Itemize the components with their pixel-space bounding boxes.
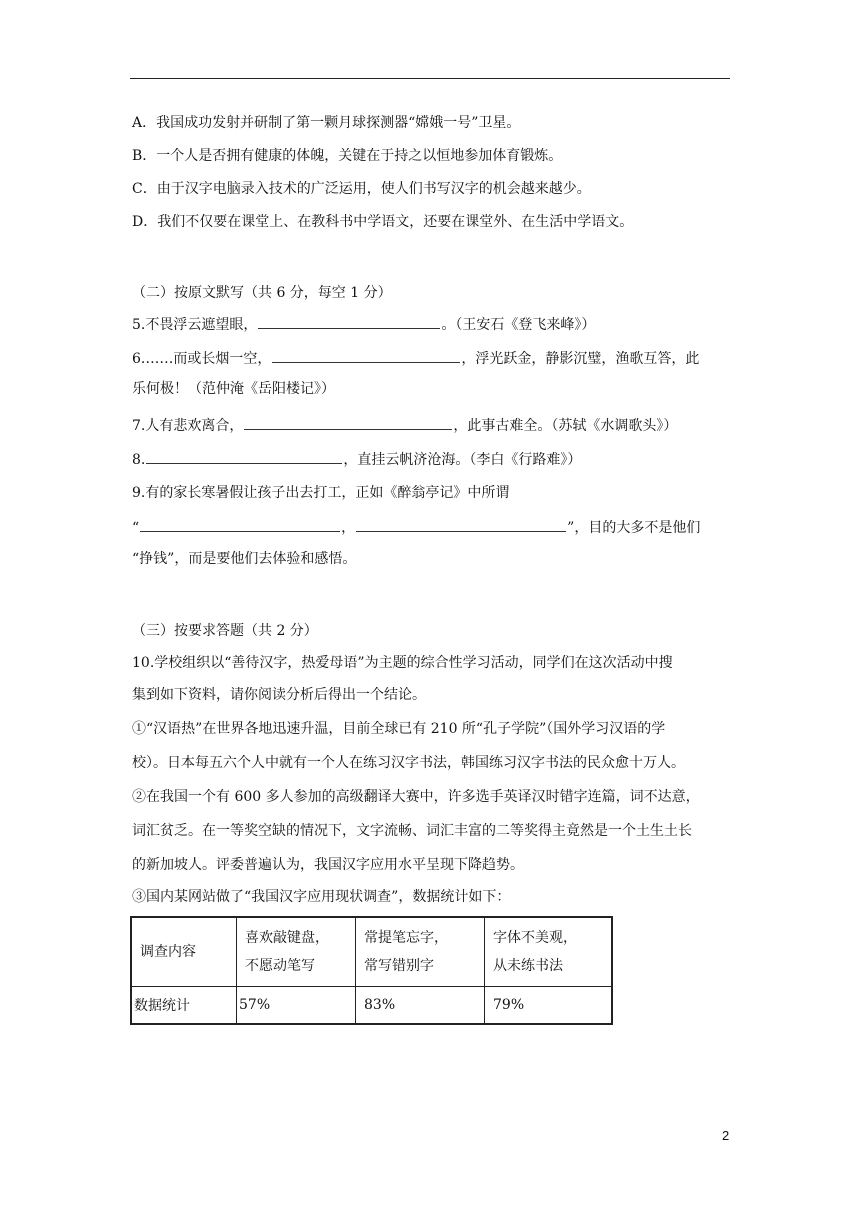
- q6-after: ，浮光跃金，静影沉璧，渔歌互答，此: [461, 351, 700, 367]
- q6-before: 6.……而或长烟一空，: [132, 351, 272, 367]
- question-7: [132, 415, 677, 435]
- section3-title: （三）按要求答题（共 2 分）: [132, 623, 318, 639]
- q9-blank-1: [140, 517, 340, 532]
- header-rule: [130, 78, 730, 79]
- q10-paragraph-1: 10.学校组织以“善待汉字，热爱母语”为主题的综合性学习活动，同学们在这次活动中搜: [132, 655, 673, 671]
- q5-after: 。（王安石《登飞来峰》）: [441, 317, 596, 333]
- question-5: [132, 314, 595, 334]
- header-col-3-line-2: 从未练书法: [493, 958, 563, 974]
- q7-blank: [244, 415, 452, 430]
- question-9: 9.有的家长寒暑假让孩子出去打工，正如《醉翁亭记》中所谓: [132, 485, 510, 501]
- option-b: B．一个人是否拥有健康的体魄，关键在于持之以恒地参加体育锻炼。: [132, 148, 563, 164]
- header-col-2: [356, 917, 485, 987]
- question-9-cont: “挣钱”，而是要他们去体验和感悟。: [132, 551, 357, 567]
- q10-paragraph-5: ②在我国一个有 600 多人参加的高级翻译大赛中，许多选手英译汉时错字连篇，词不达意，: [132, 789, 700, 805]
- q8-before: 8.: [132, 452, 146, 468]
- table-row: [131, 987, 612, 1025]
- q9-open-quote: “: [132, 520, 140, 536]
- q5-blank: [258, 314, 440, 329]
- q7-after: ，此事古难全。（苏轼《水调歌头》）: [453, 418, 678, 434]
- page-number: 2: [722, 1128, 730, 1143]
- header-col-1-line-2: 不愿动笔写: [245, 958, 315, 974]
- option-c: C．由于汉字电脑录入技术的广泛运用，使人们书写汉字的机会越来越少。: [132, 181, 591, 197]
- q10-paragraph-6: 词汇贫乏。在一等奖空缺的情况下，文字流畅、词汇丰富的二等奖得主竟然是一个土生土长: [132, 823, 692, 839]
- cell-57: 57%: [237, 987, 356, 1025]
- cell-79: 79%: [485, 987, 613, 1025]
- q10-paragraph-3: ①“汉语热”在世界各地迅速升温，目前全球已有 210 所“孔子学院”（国外学习汉语的学: [132, 721, 666, 737]
- section2-title: （二）按原文默写（共 6 分，每空 1 分）: [132, 285, 392, 301]
- q10-paragraph-4: 校）。日本每五六个人中就有一个人在练习汉字书法，韩国练习汉字书法的民众愈十万人。: [132, 755, 685, 771]
- question-6-cont: 乐何极！（范仲淹《岳阳楼记》）: [132, 381, 335, 397]
- row-label: 数据统计: [131, 987, 237, 1025]
- q10-paragraph-2: 集到如下资料，请你阅读分析后得出一个结论。: [132, 687, 426, 703]
- table-header-row: [131, 917, 612, 987]
- survey-table: [130, 916, 613, 1025]
- option-d: D．我们不仅要在课堂上、在教科书中学语文，还要在课堂外、在生活中学语文。: [132, 214, 634, 230]
- header-col-1: [237, 917, 356, 987]
- header-col-1-line-1: 喜欢敲键盘，: [245, 930, 329, 946]
- q6-blank: [272, 348, 460, 363]
- header-col-2-line-1: 常提笔忘字，: [364, 930, 448, 946]
- q9-blank-2: [356, 517, 566, 532]
- header-col-2-line-2: 常写错别字: [364, 958, 434, 974]
- q10-paragraph-7: 的新加坡人。评委普遍认为，我国汉字应用水平呈现下降趋势。: [132, 857, 524, 873]
- header-col-3-line-1: 字体不美观，: [493, 930, 577, 946]
- header-survey-content: 调查内容: [131, 917, 237, 987]
- cell-83: 83%: [356, 987, 485, 1025]
- question-9-blanks: [132, 517, 700, 537]
- q8-blank: [146, 449, 342, 464]
- q5-before: 5.不畏浮云遮望眼，: [132, 317, 258, 333]
- question-8: [132, 449, 581, 469]
- q8-after: ，直挂云帆济沧海。（李白《行路难》）: [343, 452, 582, 468]
- q9-comma: ，: [341, 520, 356, 536]
- question-6: [132, 348, 699, 368]
- q7-before: 7.人有悲欢离合，: [132, 418, 244, 434]
- option-a: A．我国成功发射并研制了第一颗月球探测器“嫦娥一号”卫星。: [132, 115, 521, 131]
- header-col-3: [485, 917, 613, 987]
- q10-paragraph-8: ③国内某网站做了“我国汉字应用现状调查”，数据统计如下：: [132, 889, 511, 905]
- q9-close: ”，目的大多不是他们: [567, 520, 701, 536]
